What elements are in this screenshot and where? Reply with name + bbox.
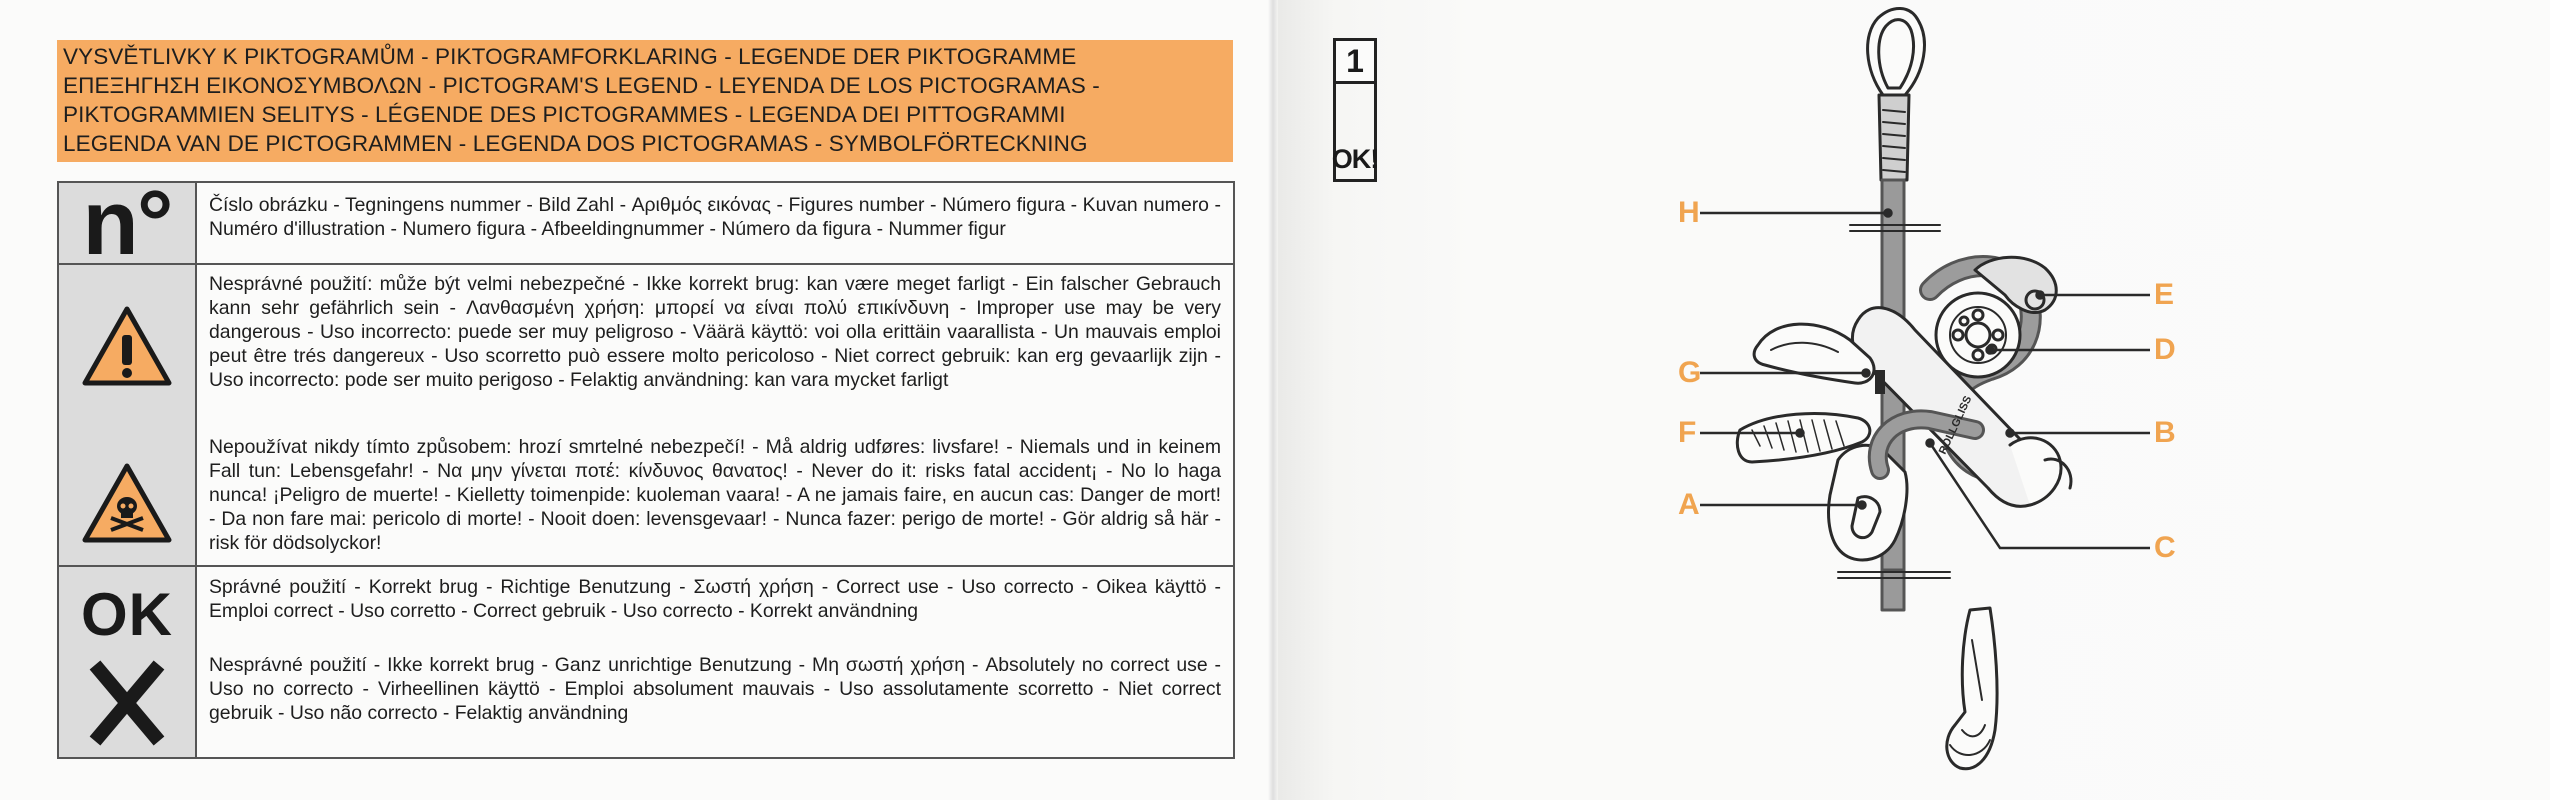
header-line: LEGENDA VAN DE PICTOGRAMMEN - LEGENDA DOS PICTOGRAMAS - SYMBOLFÖRTECKNING [63, 131, 1088, 156]
incorrect-legend-text: Nesprávné použití - Ikke korrekt brug - Ganz unrichtige Benutzung - Μη σωστή χρήση - Absolutely no correct use - Uso no correcto - Virheellinen käyttö - Emploi absolument mauvais - Uso assolutamente scorretto - Niet correct gebruik - Uso não correcto - Felaktig användning [209, 654, 1221, 724]
callout-h: H [1678, 196, 1700, 229]
figure-number: 1 [1333, 38, 1377, 84]
danger-legend-text: Nesprávné použití: může být velmi nebezpečné - Ikke korrekt brug: kan være meget farligt - Ein falscher Gebrauch kann sehr gefährlich sein - Λανθασμένη χρήση: μπορεί να είναι πολύ επικίνδυνη - Improper use may be very dangerous - Uso incorrecto: puede ser muy peligroso - Väärä käyttö: voi olla erittäin vaarallista - Un mauvais emploi peut être trés dangereux - Uso scorretto può essere molto pericoloso - Niet correct gebruik: kan erg gevaarlijk zijn - Uso incorrecto: pode ser muito perigoso - Felaktig användning: kan vara mycket farligt [209, 273, 1221, 391]
callout-g: G [1678, 356, 1702, 389]
callout-e: E [2154, 278, 2175, 311]
ok-symbol-text: OK [81, 581, 173, 648]
callout-d: D [2154, 333, 2176, 366]
callout-b: B [2154, 416, 2176, 449]
callout-f: F [1678, 416, 1697, 449]
death-legend-text: Nepoužívat nikdy tímto způsobem: hrozí smrtelné nebezpečí! - Må aldrig udføres: livsfare! - Niemals und in keinem Fall tun: Lebensgefahr! - Να μην γίνεται ποτέ: κίνδυνος θανατος! - Never do it: risks fatal accident¡ - No lo haga nunca! ¡Peligro de muerte! - Kielletty toimenpide: kuoleman vaara! - A ne jamais faire, en aucun cas: Danger de mort! - Da non fare mai: pericolo di morte! - Nooit doen: levensgevaar! - Nunca fazer: perigo de morte! - Gör aldrig så här - risk för dödsolyckor! [209, 436, 1221, 554]
device-brand-text: ROLLGLISS [1936, 394, 1975, 457]
header-line: VYSVĚTLIVKY K PIKTOGRAMŮM - PIKTOGRAMFORKLARING - LEGENDE DER PIKTOGRAMME [63, 44, 1077, 69]
header-line: PIKTOGRAMMIEN SELITYS - LÉGENDE DES PICTOGRAMMES - LEGENDA DEI PITTOGRAMMI [63, 102, 1066, 127]
number-symbol-text: n° [82, 172, 172, 274]
callout-c: C [2154, 531, 2176, 564]
correct-legend-text: Správné použití - Korrekt brug - Richtige Benutzung - Σωστή χρήση - Correct use - Uso correcto - Oikea käyttö - Emploi correct - Uso corretto - Correct gebruik - Uso correcto - Korrekt användning [209, 576, 1221, 622]
number-legend-text: Číslo obrázku - Tegningens nummer - Bild Zahl - Αριθμός εικόνας - Figures number - Número figura - Kuvan numero - Numéro d'illustration - Numero figura - Afbeeldingnummer - Número da figura - Nummer figur [209, 194, 1221, 240]
ok-label: OK! [1331, 144, 1379, 174]
header-line: ΕΠΕΞΗΓΗΣΗ ΕΙΚΟΝΟΣΥΜΒΟΛΩΝ - PICTOGRAM'S LEGEND - LEYENDA DE LOS PICTOGRAMAS - [63, 73, 1100, 98]
callout-a: A [1678, 488, 1700, 521]
